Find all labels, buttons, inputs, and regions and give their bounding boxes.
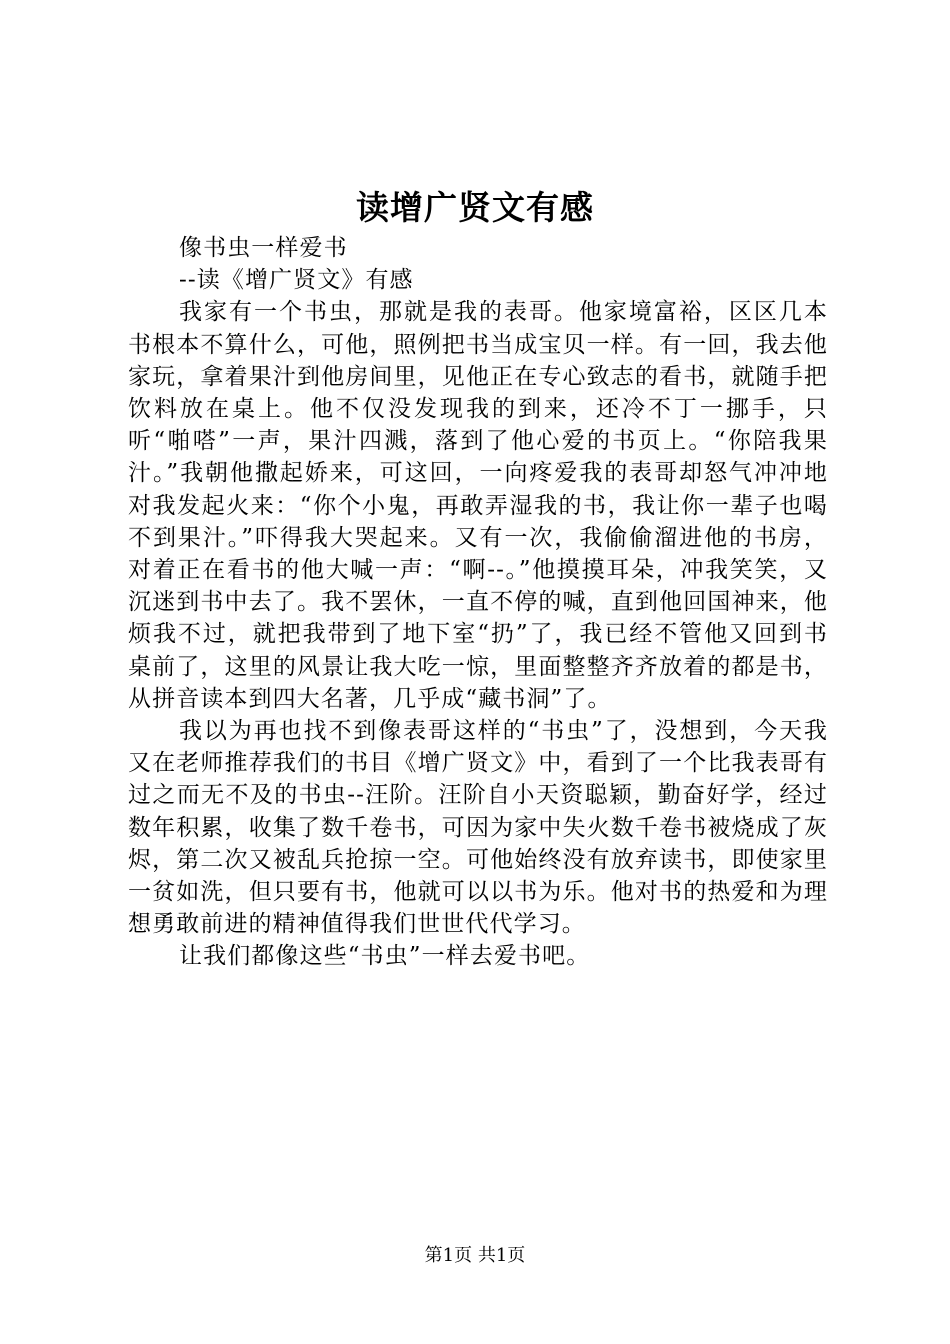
document-title: 读增广贤文有感 — [356, 188, 594, 227]
document-body — [128, 232, 828, 973]
paragraph-1: 我家有一个书虫，那就是我的表哥。他家境富裕，区区几本书根本不算什么，可他，照例把书当成宝贝一样。有一回，我去他家玩，拿着果汁到他房间里，见他正在专心致志的看书，就随手把饮料放在桌上。他不仅没发现我的到来，还冷不丁一挪手，只听“啪嗒”一声，果汁四溅，落到了他心爱的书页上。“你陪我果汁。”我朝他撒起娇来，可这回，一向疼爱我的表哥却怒气冲冲地对我发起火来：“你个小鬼，再敢弄湿我的书，我让你一辈子也喝不到果汁。”吓得我大哭起来。又有一次，我偷偷溜进他的书房，对着正在看书的他大喊一声：“啊--。”他摸摸耳朵，冲我笑笑，又沉迷到书中去了。我不罢休，一直不停的喊，直到他回国神来，他烦我不过，就把我带到了地下室“扔”了，我已经不管他又回到书桌前了，这里的风景让我大吃一惊，里面整整齐齐放着的都是书，从拼音读本到四大名著，几乎成“藏书洞”了。 — [128, 299, 828, 712]
paragraph-2: 我以为再也找不到像表哥这样的“书虫”了，没想到，今天我又在老师推荐我们的书目《增广贤文》中，看到了一个比我表哥有过之而无不及的书虫--汪阶。汪阶自小天资聪颖，勤奋好学，经过数年积累，收集了数千卷书，可因为家中失火数千卷书被烧成了灰烬，第二次又被乱兵抢掠一空。可他始终没有放弃读书，即使家里一贫如洗，但只要有书，他就可以以书为乐。他对书的热爱和为理想勇敢前进的精神值得我们世世代代学习。 — [128, 718, 828, 938]
subtitle-line-1: 像书虫一样爱书 — [179, 235, 348, 261]
page-footer: 第1页 共1页 — [424, 1245, 526, 1266]
paragraph-3: 让我们都像这些“书虫”一样去爱书吧。 — [179, 943, 591, 970]
subtitle-line-2: --读《增广贤文》有感 — [179, 267, 414, 294]
